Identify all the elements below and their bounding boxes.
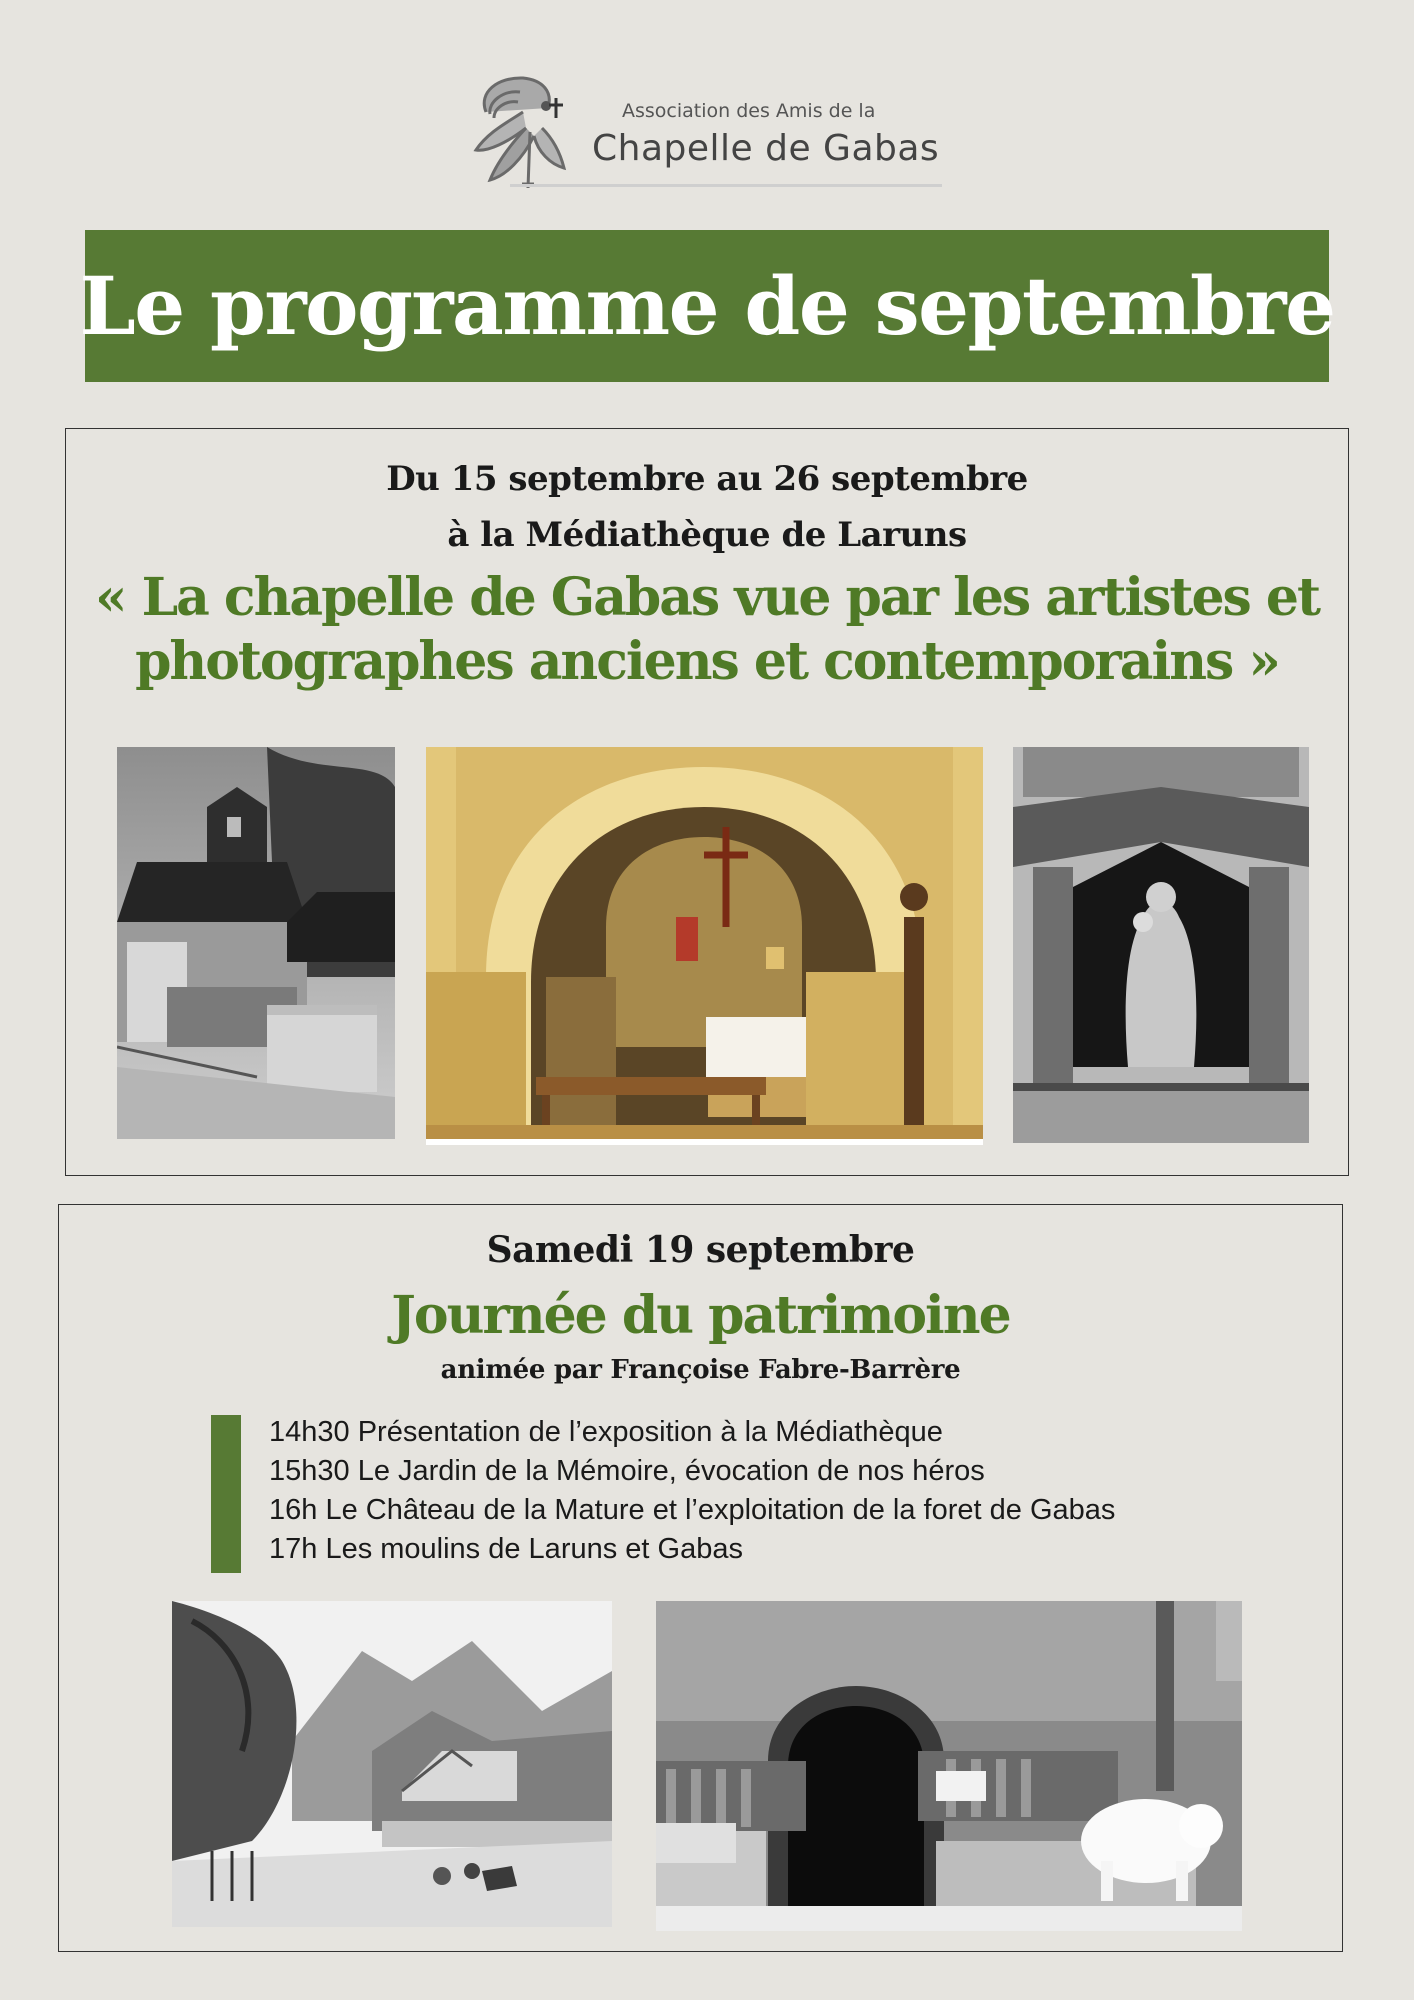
schedule-item: 16h Le Château de la Mature et l’exploitation de la foret de Gabas (269, 1494, 1116, 1526)
madonna-statue-photo (1013, 747, 1309, 1143)
exhibition-section (65, 428, 1349, 1176)
exhibition-venue: à la Médiathèque de Laruns (447, 515, 967, 555)
association-label: Association des Amis de la (622, 100, 876, 122)
title-banner (79, 230, 1335, 382)
schedule-item: 14h30 Présentation de l’exposition à la Médiathèque (269, 1416, 943, 1448)
heritage-day-host: animée par Françoise Fabre-Barrère (440, 1355, 961, 1385)
schedule-accent-bar (211, 1415, 241, 1573)
mountain-valley-engraving (172, 1601, 612, 1927)
heritage-day-section (58, 1204, 1343, 1952)
schedule-item: 15h30 Le Jardin de la Mémoire, évocation de nos héros (269, 1455, 985, 1487)
schedule-item: 17h Les moulins de Laruns et Gabas (269, 1533, 743, 1565)
exhibition-title-line1: « La chapelle de Gabas vue par les artistes et (94, 567, 1320, 628)
association-name: Chapelle de Gabas (592, 128, 940, 169)
association-logo (468, 72, 948, 192)
heritage-day-date: Samedi 19 septembre (486, 1229, 915, 1271)
exhibition-dates: Du 15 septembre au 26 septembre (386, 459, 1028, 499)
heritage-day-title: Journée du patrimoine (391, 1285, 1010, 1346)
schedule-list (269, 1413, 1115, 1569)
chapel-interior-photo (426, 747, 983, 1145)
exhibition-title-line2: photographes anciens et contemporains » (135, 631, 1279, 692)
chapel-doorway-photo (656, 1601, 1242, 1931)
chapel-exterior-photo (117, 747, 395, 1139)
bird-cross-emblem-icon (468, 72, 588, 190)
page-title: Le programme de septembre (79, 259, 1335, 353)
logo-underline (510, 184, 942, 187)
